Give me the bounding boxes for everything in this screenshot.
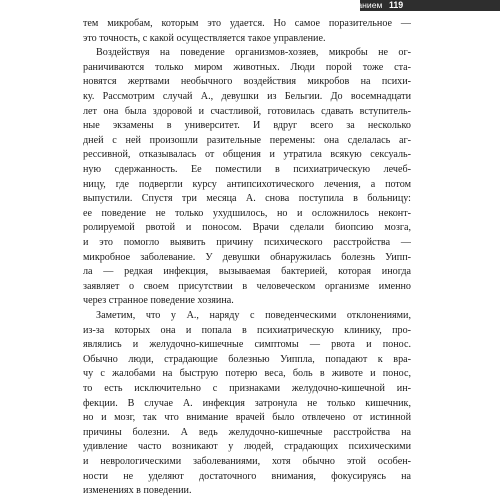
text-line: и это помогло выявить причину психического расстройства — bbox=[83, 237, 411, 248]
text-line: это точность, с какой осуществляется такое управление. bbox=[83, 32, 326, 44]
text-line: ности не уделяют достаточного внимания, фокусируясь на bbox=[83, 470, 411, 482]
text-line: то есть исключительно с признаками желудочно-кишечной ин- bbox=[83, 383, 411, 394]
text-line: лет она была здоровой и счастливой, готовилась сдавать вступитель- bbox=[83, 105, 411, 117]
text-line: ные экзамены в университет. И вдруг всего за несколько bbox=[83, 120, 411, 132]
text-line: раничиваются только миром животных. Люди порой тоже ста- bbox=[83, 61, 411, 73]
text-line: через странное поведение хозяина. bbox=[83, 295, 234, 307]
text-line: ницу, где подвергли курсу антипсихотического лечения, а потом bbox=[83, 178, 411, 190]
text-line: причины болезни. А ведь желудочно-кишечные расстройства на bbox=[83, 426, 411, 438]
text-line: ее поведение не только ухудшилось, но и осложнилось неконт- bbox=[83, 207, 411, 219]
text-line: из-за которых она и попала в психиатрическую клинику, про- bbox=[83, 324, 411, 336]
text-line: Заметим, что у А., наряду с поведенческими отклонениями, bbox=[96, 310, 411, 321]
text-line: Воздействуя на поведение организмов-хозяев, микробы не ог- bbox=[96, 47, 411, 59]
text-line: тем микробам, которым это удается. Но самое поразительное — bbox=[83, 18, 411, 29]
text-line: выпустили. Спустя три месяца А. снова поступила в больницу: bbox=[83, 193, 411, 205]
text-line: микробное заболевание. У девушки обнаружилась болезнь Уипп- bbox=[83, 251, 411, 263]
text-line: дней с ней произошли разительные перемены: она сделалась аг- bbox=[83, 134, 411, 146]
running-title: Контроль над сознанием bbox=[283, 0, 383, 10]
text-line: ку. Рассмотрим случай А., девушки из Бельгии. До восемнадцати bbox=[83, 91, 411, 102]
text-line: заявляет о своем присутствии в человеческом организме именно bbox=[83, 280, 411, 292]
text-line: Обычно люди, страдающие болезнью Уиппла, попадают к вра- bbox=[83, 353, 411, 365]
text-line: ла — редкая инфекция, вызываемая бактерией, которая иногда bbox=[83, 266, 411, 278]
text-line: являлись и желудочно-кишечные симптомы — рвота и понос. bbox=[83, 339, 411, 351]
page-number: 119 bbox=[389, 0, 404, 10]
text-line: и неврологическими заболеваниями, хотя обычно этой особен- bbox=[83, 456, 411, 467]
text-line: чу с жалобами на быструю потерю веса, боль в животе и понос, bbox=[83, 368, 411, 380]
text-line: изменениях в поведении. bbox=[83, 485, 192, 497]
text-line: ную сдержанность. Ее поместили в психиатрическую лечеб- bbox=[83, 164, 411, 175]
text-line: удивление часто возникают у людей, страдающих психическими bbox=[83, 441, 411, 453]
text-line: но и мозг, так что внимание врачей было отвлечено от истинной bbox=[83, 412, 411, 424]
text-line: новятся жертвами необычного воздействия микробов на психи- bbox=[83, 76, 411, 88]
text-line: фекции. В случае А. инфекция затронула не только кишечник, bbox=[83, 397, 411, 409]
text-line: рессивной, отказывалась от общения и утратила всякую сексуаль- bbox=[83, 149, 411, 161]
text-line: ролируемой рвотой и поносом. Врачи сделали биопсию мозга, bbox=[83, 222, 411, 234]
